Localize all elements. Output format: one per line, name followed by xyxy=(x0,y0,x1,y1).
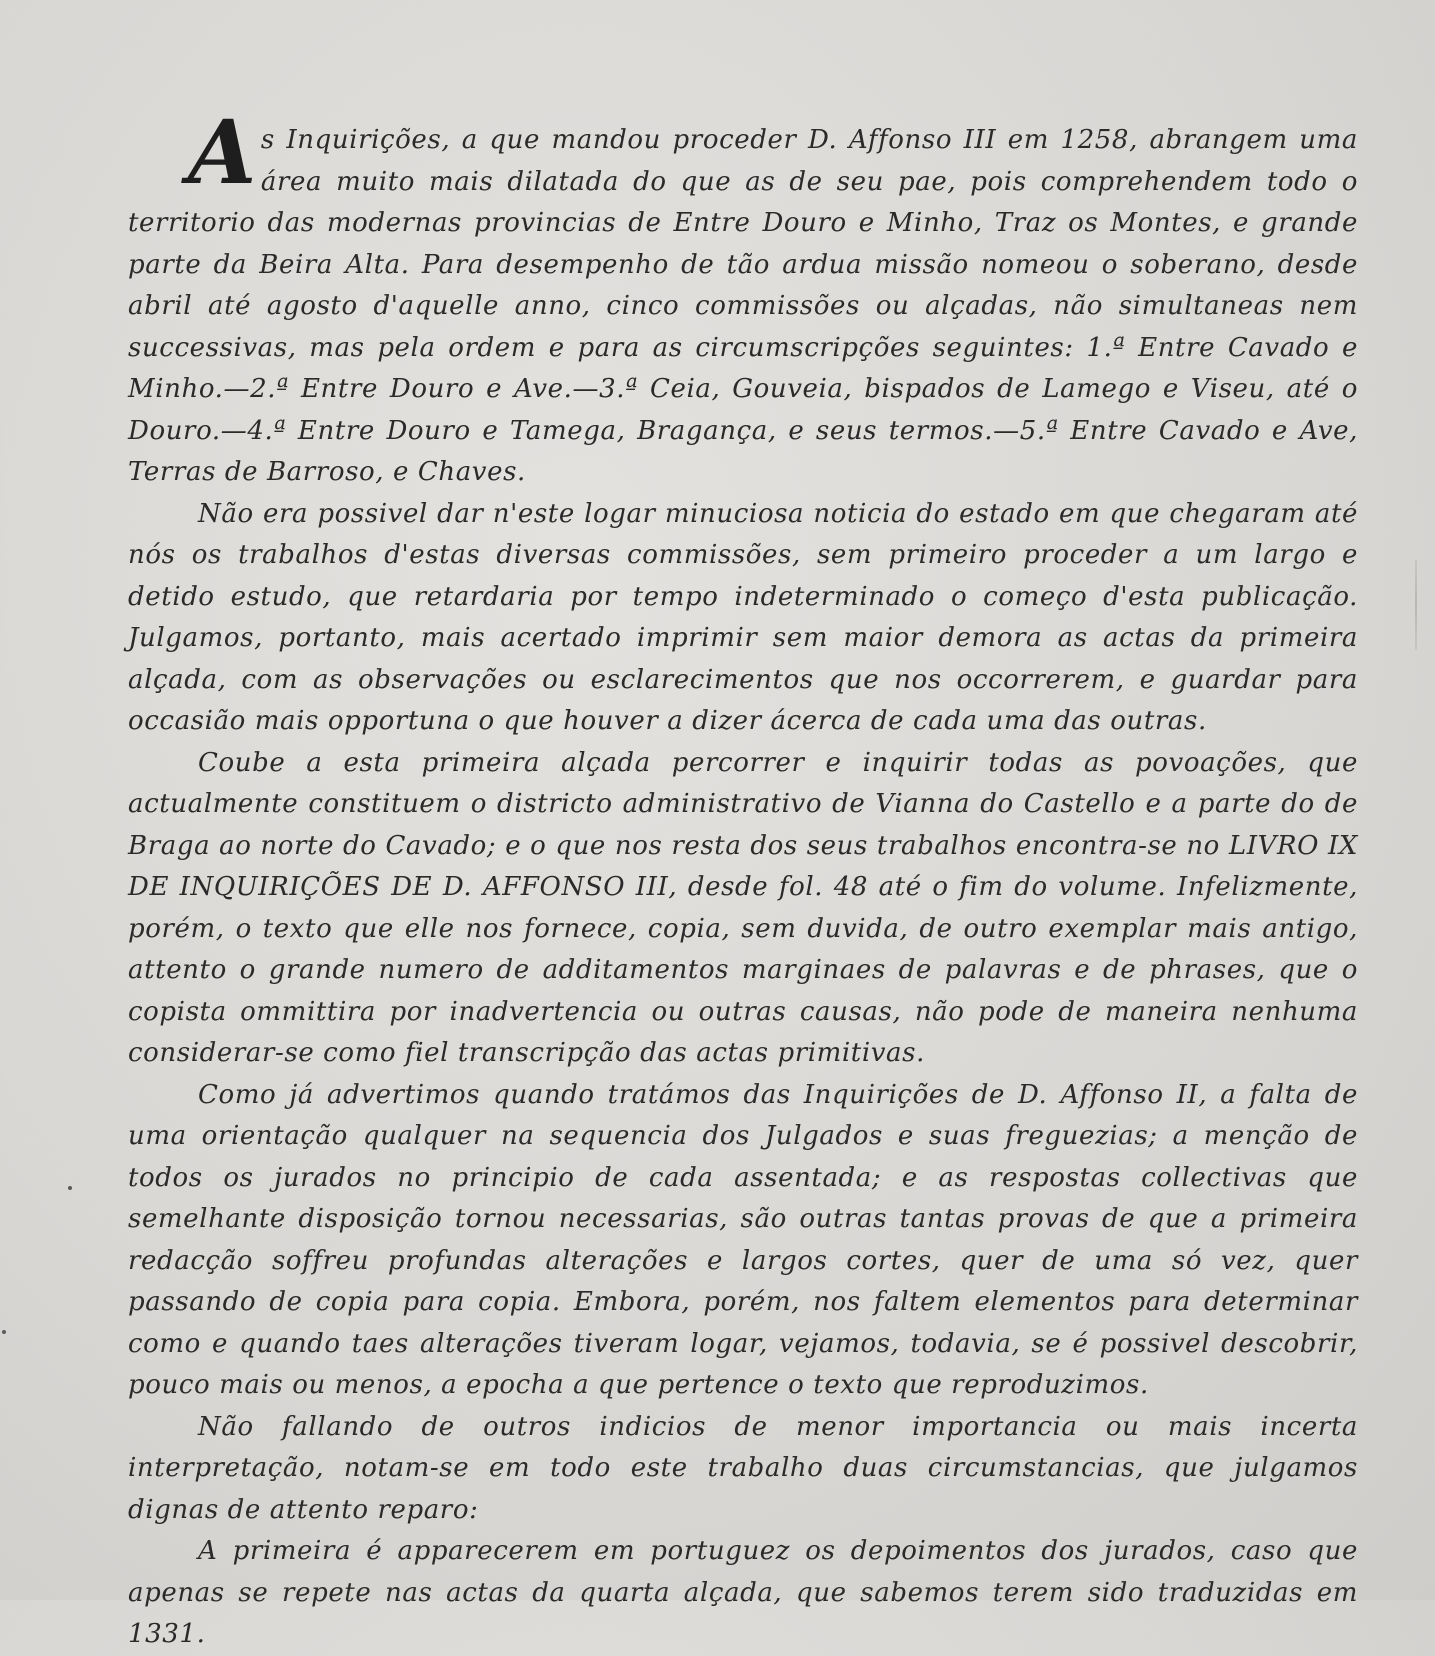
paragraph-1 xyxy=(128,100,1358,494)
paragraph-2: Não era possivel dar n'este logar minuciosa noticia do estado em que chegaram até nós os trabalhos d'estas diversas commissões, sem primeiro proceder a um largo e detido estudo, que retardaria por tempo indeterminado o começo d'esta publicação. Julgamos, portanto, mais acertado imprimir sem maior demora as actas da primeira alçada, com as observações ou esclarecimentos que nos occorrerem, e guardar para occasião mais opportuna o que houver a dizer ácerca de cada uma das outras. xyxy=(128,498,1358,736)
document-body xyxy=(128,100,1358,1656)
paragraph-3: Coube a esta primeira alçada percorrer e inquirir todas as povoações, que actualmente constituem o districto administrativo de Vianna do Castello e a parte do de Braga ao norte do Cavado; e o que nos resta dos seus trabalhos encontra-se no LIVRO IX DE INQUIRIÇÕES DE D. AFFONSO III, desde fol. 48 até o fim do volume. Infelizmente, porém, o texto que elle nos fornece, copia, sem duvida, de outro exemplar mais antigo, attento o grande numero de additamentos marginaes de palavras e de phrases, que o copista ommittira por inadvertencia ou outras causas, não pode de maneira nenhuma considerar-se como fiel transcripção das actas primitivas. xyxy=(128,747,1358,1068)
paper-speck xyxy=(68,1186,72,1190)
paper-speck xyxy=(2,1330,6,1334)
paragraph-4: Como já advertimos quando tratámos das Inquirições de D. Affonso II, a falta de uma orientação qualquer na sequencia dos Julgados e suas freguezias; a menção de todos os jurados no principio de cada assentada; e as respostas collectivas que semelhante disposição tornou necessarias, são outras tantas provas de que a primeira redacção soffreu profundas alterações e largos cortes, quer de uma só vez, quer passando de copia para copia. Embora, porém, nos faltem elementos para determinar como e quando taes alterações tiveram logar, vejamos, todavia, se é possivel descobrir, pouco mais ou menos, a epocha a que pertence o texto que reproduzimos. xyxy=(128,1079,1358,1400)
paper-fold-mark xyxy=(1415,560,1417,650)
paragraph-5: Não fallando de outros indicios de menor importancia ou mais incerta interpretação, notam-se em todo este trabalho duas circumstancias, que julgamos dignas de attento reparo: xyxy=(128,1411,1358,1525)
drop-cap: A xyxy=(188,100,257,204)
paragraph-1-text: s Inquirições, a que mandou proceder D. Affonso III em 1258, abrangem uma área muito mais dilatada do que as de seu pae, pois comprehendem todo o territorio das modernas provincias de Entre Douro e Minho, Traz os Montes, e grande parte da Beira Alta. Para desempenho de tão ardua missão nomeou o soberano, desde abril até agosto d'aquelle anno, cinco commissões ou alçadas, não simultaneas nem successivas, mas pela ordem e para as circumscripções seguintes: 1.ª Entre Cavado e Minho.—2.ª Entre Douro e Ave.—3.ª Ceia, Gouveia, bispados de Lamego e Viseu, até o Douro.—4.ª Entre Douro e Tamega, Bragança, e seus termos.—5.ª Entre Cavado e Ave, Terras de Barroso, e Chaves. xyxy=(128,125,1358,487)
paragraph-6: A primeira é apparecerem em portuguez os depoimentos dos jurados, caso que apenas se repete nas actas da quarta alçada, que sabemos terem sido traduzidas em 1331. xyxy=(128,1536,1358,1649)
